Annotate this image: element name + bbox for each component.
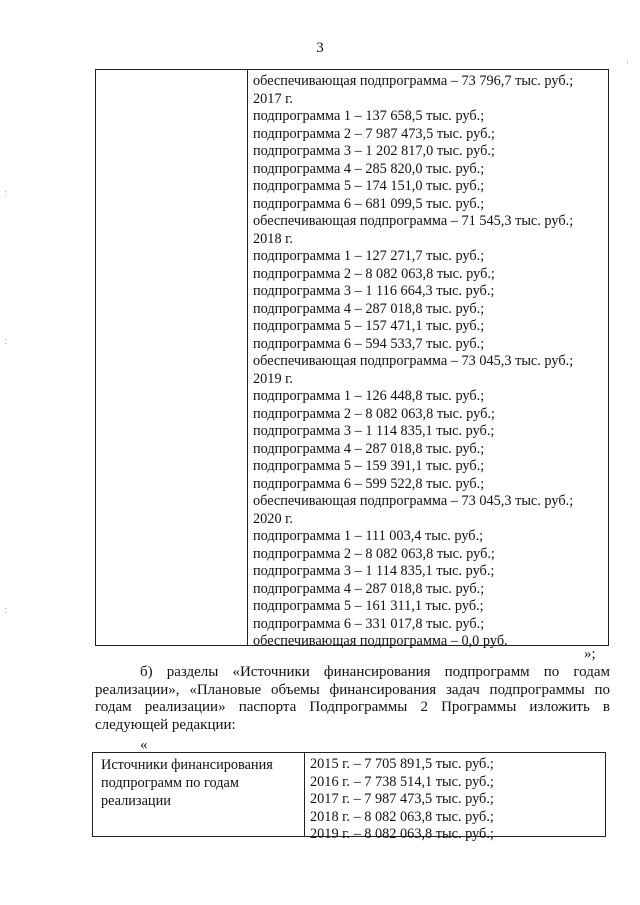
text-line: подпрограмма 6 – 331 017,8 тыс. руб.; bbox=[253, 615, 485, 632]
text-line: обеспечивающая подпрограмма – 73 045,3 тыс. руб.; bbox=[253, 493, 574, 509]
text-line: 2019 г. bbox=[253, 370, 293, 387]
scan-mark: : bbox=[4, 336, 8, 347]
text-line: обеспечивающая подпрограмма – 0,0 руб. bbox=[253, 633, 508, 649]
paragraph-text: б) разделы «Источники финансирования подпрограмм по годам реализации», «Плановые объемы финансирования задач подпрограммы по годам реализации» паспорта Подпрограммы 2 Программы изложить в следующей редакции: bbox=[95, 664, 610, 733]
text-line: 2017 г. bbox=[253, 90, 293, 107]
text-line: 2017 г. – 7 987 473,5 тыс. руб.; bbox=[310, 791, 494, 807]
opening-quote: « bbox=[140, 737, 148, 753]
text-line: подпрограмма 5 – 174 151,0 тыс. руб.; bbox=[253, 178, 485, 194]
text-line: 2015 г. – 7 705 891,5 тыс. руб.; bbox=[310, 756, 494, 772]
text-line: подпрограмма 4 – 287 018,8 тыс. руб.; bbox=[253, 300, 485, 317]
text-line: подпрограмма 1 – 126 448,8 тыс. руб.; bbox=[253, 388, 485, 404]
text-line: подпрограмма 4 – 287 018,8 тыс. руб.; bbox=[253, 580, 485, 597]
text-line: подпрограмма 3 – 1 114 835,1 тыс. руб.; bbox=[253, 423, 495, 439]
text-line: подпрограмма 2 – 8 082 063,8 тыс. руб.; bbox=[253, 545, 495, 562]
text-line: подпрограмма 3 – 1 114 835,1 тыс. руб.; bbox=[253, 563, 495, 579]
text-line: подпрограмма 6 – 681 099,5 тыс. руб.; bbox=[253, 195, 485, 212]
funding-lines bbox=[253, 73, 608, 651]
text-line: подпрограмма 5 – 161 311,1 тыс. руб.; bbox=[253, 598, 484, 614]
text-line: подпрограмма 4 – 287 018,8 тыс. руб.; bbox=[253, 440, 485, 457]
scan-mark: : bbox=[4, 605, 8, 616]
text-line: 2016 г. – 7 738 514,1 тыс. руб.; bbox=[310, 773, 494, 790]
text-line: подпрограмма 2 – 8 082 063,8 тыс. руб.; bbox=[253, 405, 495, 422]
closing-quote: »; bbox=[584, 646, 596, 662]
text-line: обеспечивающая подпрограмма – 73 796,7 тыс. руб.; bbox=[253, 73, 574, 89]
table-column-divider bbox=[304, 753, 305, 836]
scan-mark: ' bbox=[626, 60, 629, 71]
funding-table-continued bbox=[95, 69, 609, 649]
scan-mark: : bbox=[4, 188, 8, 199]
text-line: подпрограмма 2 – 7 987 473,5 тыс. руб.; bbox=[253, 125, 495, 142]
text-line: обеспечивающая подпрограмма – 73 045,3 тыс. руб.; bbox=[253, 353, 574, 369]
text-line: подпрограмма 1 – 127 271,7 тыс. руб.; bbox=[253, 248, 485, 264]
sources-lines bbox=[310, 756, 605, 844]
text-line: обеспечивающая подпрограмма – 71 545,3 тыс. руб.; bbox=[253, 213, 574, 229]
text-line: подпрограмма 2 – 8 082 063,8 тыс. руб.; bbox=[253, 265, 495, 282]
text-line: подпрограмма 3 – 1 202 817,0 тыс. руб.; bbox=[253, 143, 495, 159]
text-line: 2020 г. bbox=[253, 510, 293, 527]
text-line: 2019 г. – 8 082 063,8 тыс. руб.; bbox=[310, 826, 494, 842]
table-column-divider bbox=[247, 70, 248, 645]
text-line: подпрограмма 6 – 599 522,8 тыс. руб.; bbox=[253, 475, 485, 492]
text-line: подпрограмма 1 – 111 003,4 тыс. руб.; bbox=[253, 528, 484, 544]
text-line: подпрограмма 1 – 137 658,5 тыс. руб.; bbox=[253, 108, 485, 124]
text-line: подпрограмма 3 – 1 116 664,3 тыс. руб.; bbox=[253, 283, 495, 299]
amendment-paragraph bbox=[95, 664, 610, 734]
text-line: 2018 г. bbox=[253, 230, 293, 247]
text-line: 2018 г. – 8 082 063,8 тыс. руб.; bbox=[310, 808, 494, 825]
text-line: подпрограмма 5 – 159 391,1 тыс. руб.; bbox=[253, 458, 485, 474]
text-line: подпрограмма 4 – 285 820,0 тыс. руб.; bbox=[253, 160, 485, 177]
text-line: подпрограмма 6 – 594 533,7 тыс. руб.; bbox=[253, 335, 485, 352]
text-line: подпрограмма 5 – 157 471,1 тыс. руб.; bbox=[253, 318, 485, 334]
sources-table bbox=[92, 752, 606, 842]
page-number: 3 bbox=[316, 40, 324, 56]
sources-label: Источники финансирования подпрограмм по годам реализации bbox=[101, 757, 273, 809]
